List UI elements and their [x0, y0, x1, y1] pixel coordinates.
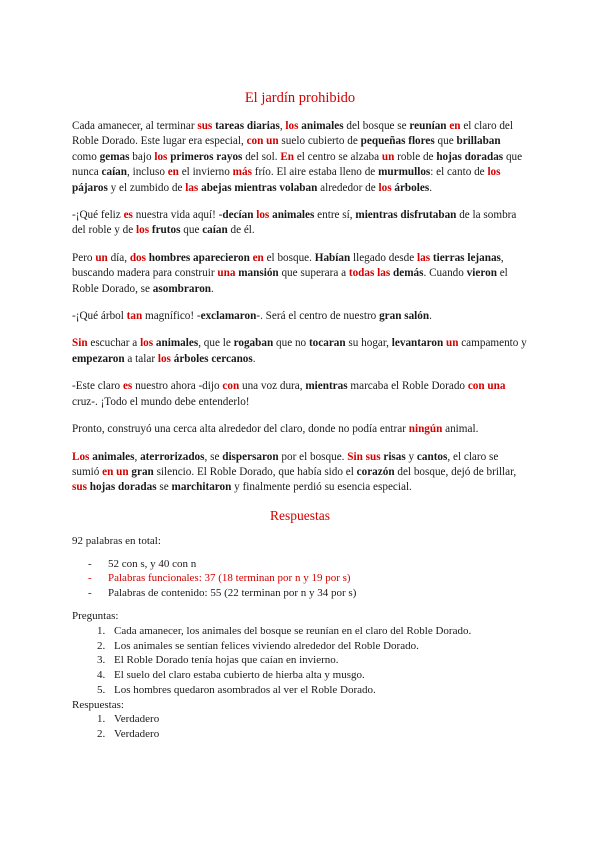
plain-text: , se [204, 450, 223, 463]
plain-text: campamento y [458, 337, 527, 350]
content-word: aterrorizados [140, 450, 205, 463]
content-word: empezaron [72, 352, 125, 365]
plain-text: nuestra vida aquí! - [132, 209, 223, 222]
plain-text: -¡Qué feliz [72, 209, 124, 222]
content-word: tocaran [308, 337, 346, 350]
content-word: dispersaron [222, 450, 279, 463]
question-item: 5. Los hombres quedaron asombrados al ver el Roble Dorado. [108, 683, 528, 698]
plain-text: alrededor de [317, 181, 379, 194]
function-word: con [467, 380, 485, 393]
function-word: con [222, 380, 240, 393]
function-word: los [157, 352, 171, 365]
content-word: animales [92, 450, 135, 463]
function-word: sus [197, 120, 213, 132]
plain-text: se [156, 481, 172, 494]
content-word: vieron [466, 267, 497, 280]
function-word: en [167, 166, 179, 179]
plain-text: del bosque se [343, 120, 410, 132]
plain-text: Pronto, construyó una cerca alta alrededor del claro, donde no podía entrar [72, 423, 409, 436]
question-item: 1. Cada amanecer, los animales del bosque se reunían en el claro del Roble Dorado. [108, 624, 528, 639]
word-count-list [88, 557, 528, 601]
story-paragraph [72, 119, 528, 196]
content-word: hombres aparecieron [148, 251, 250, 264]
page-title: El jardín prohibido [244, 90, 356, 106]
plain-text: por el bosque. [278, 450, 348, 463]
plain-text: y el zumbido de [107, 181, 186, 194]
plain-text: marcaba el Roble Dorado [347, 380, 468, 393]
function-word: en [449, 120, 461, 132]
function-word: es [122, 380, 133, 393]
function-word: es [123, 209, 133, 222]
content-word: pájaros [72, 181, 108, 194]
content-word: corazón [356, 465, 395, 478]
plain-text: magnífico! - [142, 310, 201, 323]
plain-text: el invierno [178, 166, 233, 179]
function-word: los [140, 337, 154, 350]
plain-text: que superara a [278, 267, 349, 280]
content-word: hojas doradas [89, 481, 157, 494]
function-word: un [445, 337, 459, 350]
plain-text: animal. [442, 423, 479, 436]
content-word: decían [222, 209, 254, 222]
word-count-item: - Palabras de contenido: 55 (22 terminan por n y 34 por s) [88, 586, 528, 601]
function-word: Los [72, 450, 90, 463]
function-word: más [232, 166, 252, 179]
plain-text: y finalmente perdió su esencia especial. [231, 481, 412, 494]
plain-text: , incluso [127, 166, 168, 179]
function-word: los [285, 120, 299, 132]
word-count-item: - 52 con s, y 40 con n [88, 557, 528, 572]
content-word: Habían [314, 251, 351, 264]
function-word: los [136, 224, 150, 237]
plain-text: . Cuando [423, 267, 467, 280]
content-word: caían [202, 224, 228, 237]
plain-text: a talar [124, 352, 158, 365]
content-word: levantaron [391, 337, 444, 350]
plain-text: entre sí, [314, 209, 356, 222]
function-word: los [487, 166, 501, 179]
plain-text: el Roble Dorado, se [72, 267, 508, 295]
function-word: tan [126, 310, 143, 323]
function-word: dos [129, 251, 146, 264]
content-word: reunían [409, 120, 447, 132]
content-word: gran [131, 465, 154, 478]
plain-text: roble de [394, 150, 437, 163]
content-word: animales [272, 209, 315, 222]
function-word: las [185, 181, 199, 194]
content-word: pequeñas flores [360, 135, 435, 148]
function-word: En [280, 150, 295, 163]
plain-text: . [429, 310, 432, 323]
function-word: los [378, 181, 392, 194]
plain-text: llegado desde [350, 251, 417, 264]
function-word: Sin [72, 337, 88, 350]
plain-text: el claro del Roble Dorado. Este lugar era especial, [72, 120, 514, 148]
plain-text: como [72, 150, 100, 163]
function-word: los [256, 209, 270, 222]
function-word: ningún [408, 423, 443, 436]
plain-text: -. Será el centro de nuestro [256, 310, 380, 323]
function-word: con un [246, 135, 279, 148]
plain-text: , [279, 120, 286, 132]
response-item: 2. Verdadero [108, 727, 528, 742]
word-count-item: - Palabras funcionales: 37 (18 terminan por n y 19 por s) [88, 571, 528, 586]
content-word: primeros rayos [170, 150, 243, 163]
plain-text: que [180, 224, 203, 237]
plain-text: -Este claro [72, 380, 123, 393]
plain-text: . [429, 181, 432, 194]
plain-text: de él. [227, 224, 255, 237]
content-word: murmullos [378, 166, 431, 179]
plain-text: una voz dura, [239, 380, 306, 393]
content-word: animales [301, 120, 344, 132]
content-word: exclamaron [200, 310, 257, 323]
content-word: abejas mientras volaban [201, 181, 318, 194]
function-word: un [381, 150, 395, 163]
responses-label: Respuestas: [72, 698, 124, 711]
plain-text: bajo [129, 150, 155, 163]
story-paragraph [72, 208, 528, 239]
content-word: demás [393, 267, 424, 280]
story-paragraph [72, 450, 528, 496]
content-word: marchitaron [171, 481, 232, 494]
content-word: árboles [394, 181, 430, 194]
function-word: en un [102, 465, 129, 478]
questions-label: Preguntas: [72, 609, 119, 622]
plain-text: , el claro se sumió [72, 450, 499, 478]
plain-text: frío. El aire estaba lleno de [251, 166, 379, 179]
content-word: mientras disfrutaban [355, 209, 457, 222]
plain-text: el centro se alzaba [294, 150, 382, 163]
story-paragraph [72, 251, 528, 297]
content-word: tierras lejanas [432, 251, 501, 264]
answers-heading: Respuestas [270, 507, 330, 523]
content-word: animales [155, 337, 199, 350]
story-paragraph [72, 309, 528, 324]
question-item: 2. Los animales se sentían felices viviendo alrededor del Roble Dorado. [108, 639, 528, 654]
questions-list [72, 624, 528, 698]
plain-text: y [405, 450, 417, 463]
content-word: caían [101, 166, 127, 179]
content-word: cantos [416, 450, 448, 463]
content-word: brillaban [456, 135, 501, 148]
plain-text: su hogar, [345, 337, 392, 350]
plain-text: escuchar a [87, 337, 141, 350]
story-paragraph [72, 379, 528, 410]
content-word: mientras [305, 380, 348, 393]
content-word: gran salón [379, 310, 430, 323]
plain-text: cruz-. ¡Todo el mundo debe entenderlo! [72, 395, 250, 408]
function-word: todas las [348, 267, 391, 280]
plain-text: , que le [198, 337, 234, 350]
question-item: 4. El suelo del claro estaba cubierto de hierba alta y musgo. [108, 668, 528, 683]
plain-text: , [134, 450, 141, 463]
plain-text: silencio. El Roble Dorado, que había sido el [153, 465, 357, 478]
plain-text: del sol. [242, 150, 281, 163]
function-word: Sin [347, 450, 363, 463]
plain-text: Cada amanecer, al terminar [72, 120, 198, 132]
plain-text: día, [107, 251, 130, 264]
function-word: sus [72, 481, 87, 494]
question-item: 3. El Roble Dorado tenía hojas que caían en invierno. [108, 653, 528, 668]
content-word: hojas doradas [436, 150, 504, 163]
plain-text: el bosque. [263, 251, 315, 264]
function-word: en [252, 251, 264, 264]
plain-text: Pero [72, 251, 96, 264]
content-word: asombraron [152, 282, 212, 295]
plain-text: nuestro ahora -dijo [132, 380, 223, 393]
function-word: sus [365, 450, 381, 463]
word-total: 92 palabras en total: [72, 534, 161, 547]
plain-text: -¡Qué árbol [72, 310, 127, 323]
function-word: una [217, 267, 236, 280]
content-word: árboles cercanos [173, 352, 253, 365]
plain-text: de la sombra del roble y de [72, 209, 517, 237]
plain-text: . [211, 282, 214, 295]
response-item: 1. Verdadero [108, 712, 528, 727]
content-word: mansión [238, 267, 279, 280]
plain-text: : el canto de [430, 166, 488, 179]
story-paragraph [72, 336, 528, 367]
plain-text: . [252, 352, 256, 365]
plain-text: , buscando madera para construir [72, 251, 504, 280]
plain-text: suelo cubierto de [278, 135, 361, 148]
plain-text: del bosque, dejó de brillar, [394, 465, 517, 478]
function-word: un [95, 251, 108, 264]
story-paragraph [72, 422, 528, 437]
content-word: rogaban [233, 337, 274, 350]
content-word: gemas [99, 150, 130, 163]
function-word: los [154, 150, 168, 163]
content-word: risas [383, 450, 406, 463]
story-body [72, 119, 528, 496]
function-word: las [417, 251, 431, 264]
content-word: tareas diarias [215, 120, 280, 132]
responses-list [72, 712, 528, 742]
content-word: frutos [151, 224, 181, 237]
function-word: una [487, 380, 506, 393]
plain-text: que nunca [72, 150, 523, 179]
plain-text: que [434, 135, 457, 148]
plain-text: que no [273, 337, 309, 350]
